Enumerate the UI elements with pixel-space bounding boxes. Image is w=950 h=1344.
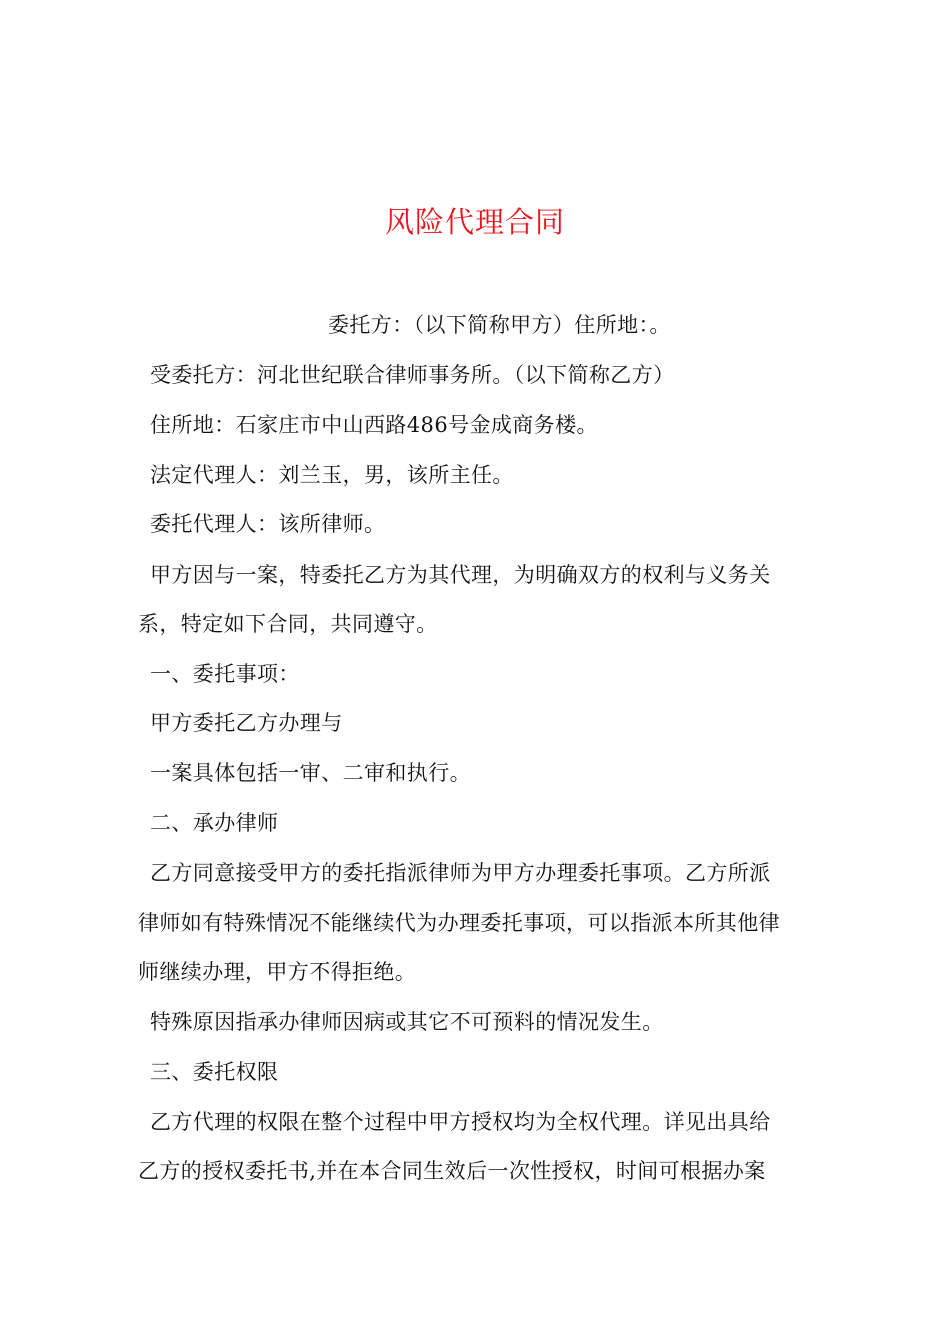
paragraph-line: 甲方委托乙方办理与	[150, 711, 343, 735]
paragraph-line: 甲方因与一案，特委托乙方为其代理，为明确双方的权利与义务关	[150, 563, 771, 587]
paragraph-line: 一案具体包括一审、二审和执行。	[150, 761, 471, 785]
paragraph-line: 系，特定如下合同，共同遵守。	[138, 612, 438, 636]
paragraph-line: 受委托方：河北世纪联合律师事务所。（以下简称乙方）	[150, 363, 675, 387]
paragraph-line: 乙方的授权委托书,并在本合同生效后一次性授权，时间可根据办案	[138, 1159, 766, 1183]
paragraph-line: 律师如有特殊情况不能继续代为办理委托事项，可以指派本所其他律	[138, 911, 780, 935]
paragraph-line: 住所地：石家庄市中山西路486号金成商务楼。	[150, 413, 598, 437]
paragraph-line: 师继续办理，甲方不得拒绝。	[138, 960, 417, 984]
paragraph-line: 委托方：（以下简称甲方）住所地：。	[328, 313, 671, 337]
section-heading: 三、委托权限	[150, 1060, 279, 1084]
section-heading: 一、委托事项：	[150, 662, 300, 686]
document-title: 风险代理合同	[384, 205, 565, 239]
paragraph-line: 委托代理人：该所律师。	[150, 512, 386, 536]
paragraph-line: 乙方同意接受甲方的委托指派律师为甲方办理委托事项。乙方所派	[150, 861, 771, 885]
paragraph-line: 法定代理人：刘兰玉，男，该所主任。	[150, 463, 514, 487]
section-heading: 二、承办律师	[150, 811, 279, 835]
paragraph-line: 特殊原因指承办律师因病或其它不可预料的情况发生。	[150, 1010, 664, 1034]
paragraph-line: 乙方代理的权限在整个过程中甲方授权均为全权代理。详见出具给	[150, 1110, 771, 1134]
